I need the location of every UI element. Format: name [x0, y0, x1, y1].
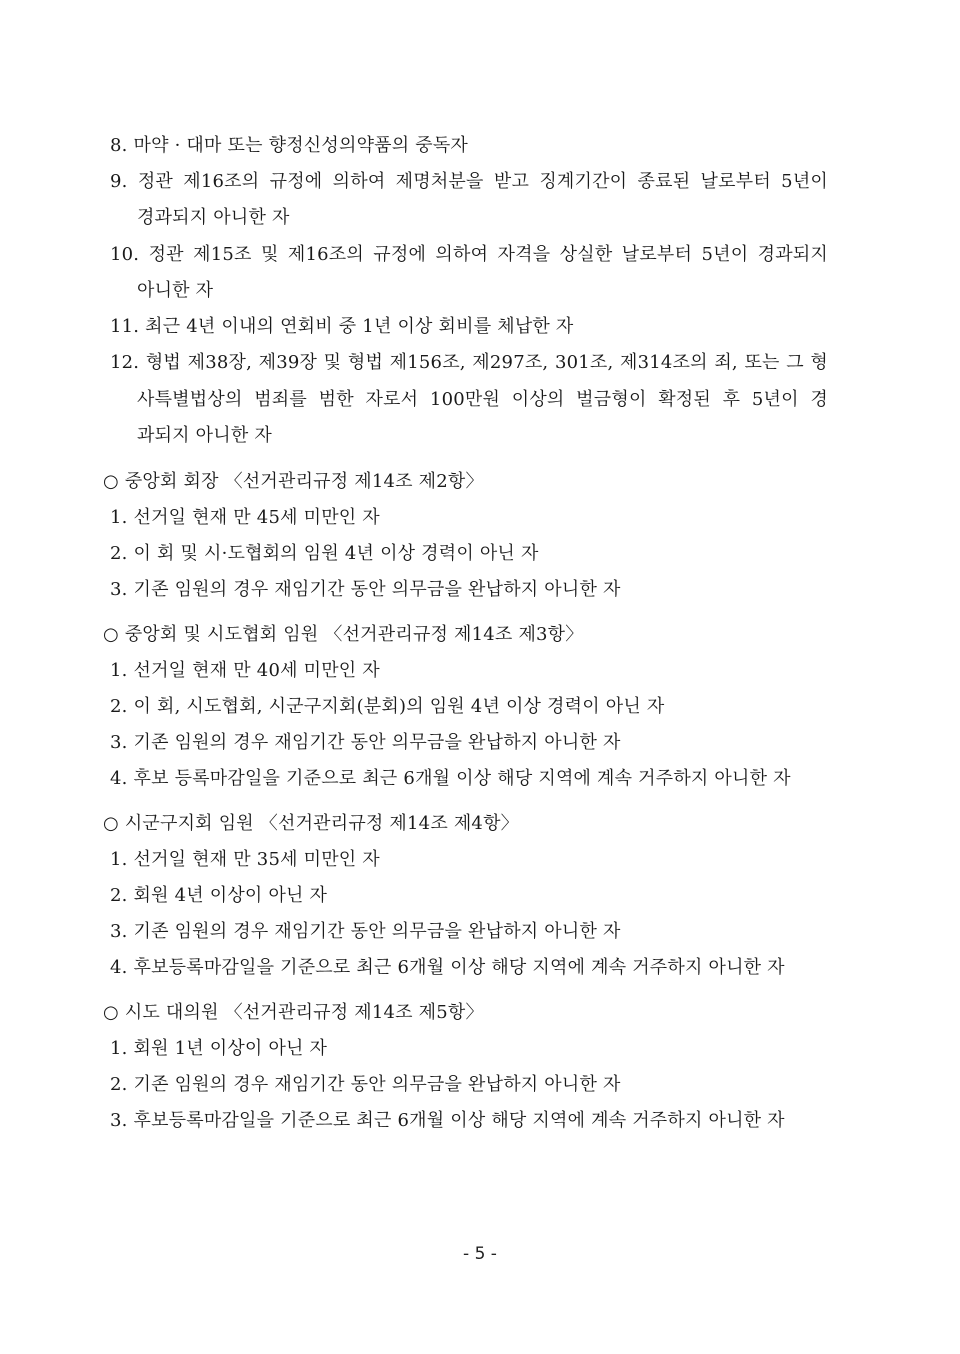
list-item-11: 11. 최근 4년 이내의 연회비 중 1년 이상 회비를 체납한 자: [110, 316, 574, 337]
section-1-item-2: 2. 이 회 및 시·도협회의 임원 4년 이상 경력이 아닌 자: [110, 543, 539, 564]
list-item-10: 10. 정관 제15조 및 제16조의 규정에 의하여 자격을 상실한 날로부터 5년이 경과되지: [110, 244, 828, 265]
section-2-item-3: 3. 기존 임원의 경우 재임기간 동안 의무금을 완납하지 아니한 자: [110, 732, 621, 753]
section-2-item-4: 4. 후보 등록마감일을 기준으로 최근 6개월 이상 해당 지역에 계속 거주하지 아니한 자: [110, 768, 791, 789]
section-1-item-3: 3. 기존 임원의 경우 재임기간 동안 의무금을 완납하지 아니한 자: [110, 579, 621, 600]
list-item-12-cont: 사특별법상의 범죄를 범한 자로서 100만원 이상의 벌금형이 확정된 후 5년이 경: [137, 389, 828, 410]
section-heading-district-officers: ○ 시군구지회 임원 〈선거관리규정 제14조 제4항〉: [103, 813, 519, 834]
section-1-item-1: 1. 선거일 현재 만 45세 미만인 자: [110, 507, 380, 528]
list-item-9-cont: 경과되지 아니한 자: [137, 207, 290, 228]
section-4-item-2: 2. 기존 임원의 경우 재임기간 동안 의무금을 완납하지 아니한 자: [110, 1074, 621, 1095]
section-3-item-1: 1. 선거일 현재 만 35세 미만인 자: [110, 849, 380, 870]
section-heading-central-and-provincial-officers: ○ 중앙회 및 시도협회 임원 〈선거관리규정 제14조 제3항〉: [103, 624, 584, 645]
section-2-item-2: 2. 이 회, 시도협회, 시군구지회(분회)의 임원 4년 이상 경력이 아닌 자: [110, 696, 665, 717]
section-heading-provincial-delegates: ○ 시도 대의원 〈선거관리규정 제14조 제5항〉: [103, 1002, 484, 1023]
page-number: - 5 -: [463, 1244, 497, 1264]
list-item-10-cont: 아니한 자: [137, 280, 214, 301]
section-2-item-1: 1. 선거일 현재 만 40세 미만인 자: [110, 660, 380, 681]
section-3-item-3: 3. 기존 임원의 경우 재임기간 동안 의무금을 완납하지 아니한 자: [110, 921, 621, 942]
section-3-item-2: 2. 회원 4년 이상이 아닌 자: [110, 885, 328, 906]
list-item-12-cont2: 과되지 아니한 자: [137, 425, 272, 446]
section-3-item-4: 4. 후보등록마감일을 기준으로 최근 6개월 이상 해당 지역에 계속 거주하지 아니한 자: [110, 957, 785, 978]
list-item-12: 12. 형법 제38장, 제39장 및 형법 제156조, 제297조, 301조, 제314조의 죄, 또는 그 형: [110, 352, 828, 373]
list-item-8: 8. 마약 · 대마 또는 향정신성의약품의 중독자: [110, 135, 469, 156]
section-4-item-1: 1. 회원 1년 이상이 아닌 자: [110, 1038, 328, 1059]
list-item-9: 9. 정관 제16조의 규정에 의하여 제명처분을 받고 징계기간이 종료된 날로부터 5년이: [110, 171, 828, 192]
section-heading-central-president: ○ 중앙회 회장 〈선거관리규정 제14조 제2항〉: [103, 471, 484, 492]
section-4-item-3: 3. 후보등록마감일을 기준으로 최근 6개월 이상 해당 지역에 계속 거주하지 아니한 자: [110, 1110, 785, 1131]
